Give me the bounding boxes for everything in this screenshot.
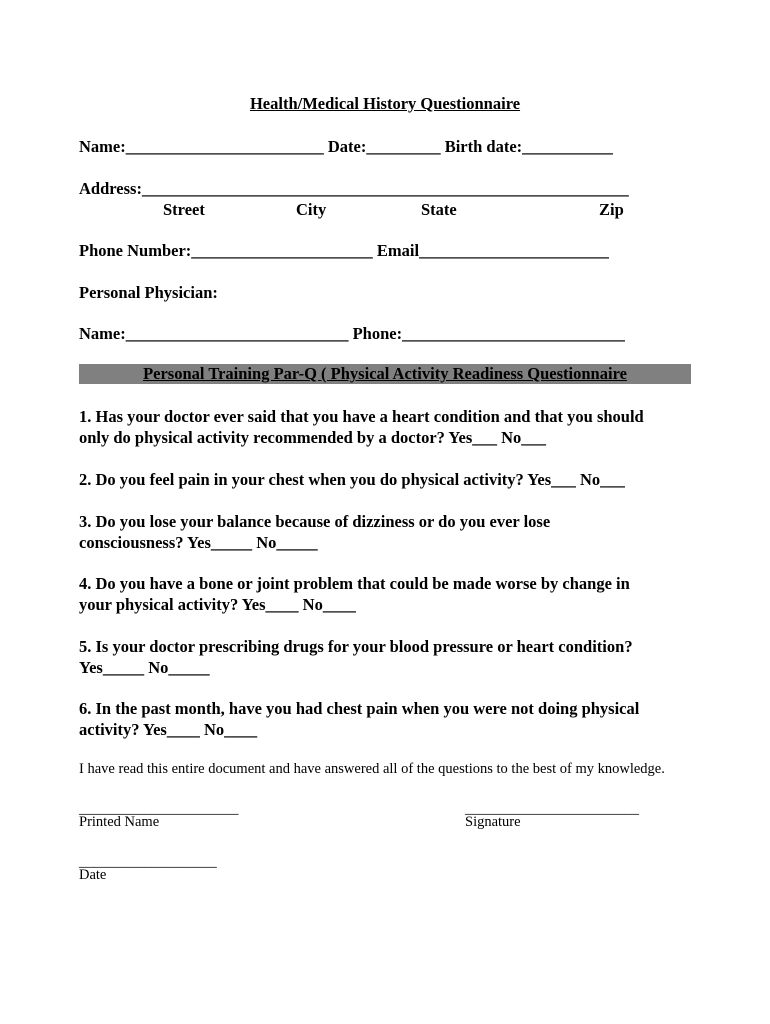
address-city-label: City [296, 200, 327, 219]
printed-name-label: Printed Name [79, 814, 160, 830]
question-1-line-2: only do physical activity recommended by a doctor? Yes___ No___ [79, 428, 547, 447]
printed-name-blank: ______________________ [79, 801, 239, 817]
date-label: Date [79, 867, 107, 883]
question-4-line-1: 4. Do you have a bone or joint problem that could be made worse by change in [79, 574, 630, 593]
question-2-line-1: 2. Do you feel pain in your chest when you do physical activity? Yes___ No___ [79, 470, 625, 489]
address-street-label: Street [163, 200, 205, 219]
signature-label: Signature [465, 814, 521, 830]
acknowledgement-statement: I have read this entire document and have answered all of the questions to the best of my knowledge. [79, 761, 665, 777]
question-5-line-2: Yes_____ No_____ [79, 658, 210, 677]
phone-email-line: Phone Number:______________________ Email_______________________ [79, 241, 609, 260]
address-zip-label: Zip [599, 200, 624, 219]
question-3-line-1: 3. Do you lose your balance because of dizziness or do you ever lose [79, 512, 551, 531]
date-blank: ___________________ [79, 854, 217, 870]
signature-blank: ________________________ [465, 801, 639, 817]
address-line: Address:___________________________________________________________ [79, 179, 629, 198]
question-5-line-1: 5. Is your doctor prescribing drugs for your blood pressure or heart condition? [79, 637, 633, 656]
parq-banner-text: Personal Training Par-Q ( Physical Activity Readiness Questionnaire [143, 364, 627, 383]
document-title: Health/Medical History Questionnaire [249, 94, 521, 113]
question-6-line-2: activity? Yes____ No____ [79, 720, 258, 739]
question-4-line-2: your physical activity? Yes____ No____ [79, 595, 356, 614]
question-1-line-1: 1. Has your doctor ever said that you have a heart condition and that you should [79, 407, 644, 426]
question-6-line-1: 6. In the past month, have you had chest pain when you were not doing physical [79, 699, 640, 718]
personal-physician-heading: Personal Physician: [79, 283, 218, 302]
name-date-birthdate-line: Name:________________________ Date:_________ Birth date:___________ [79, 137, 613, 156]
question-3-line-2: consciousness? Yes_____ No_____ [79, 533, 318, 552]
parq-banner [79, 364, 691, 384]
address-state-label: State [421, 200, 457, 219]
physician-name-phone-line: Name:___________________________ Phone:___________________________ [79, 324, 625, 343]
